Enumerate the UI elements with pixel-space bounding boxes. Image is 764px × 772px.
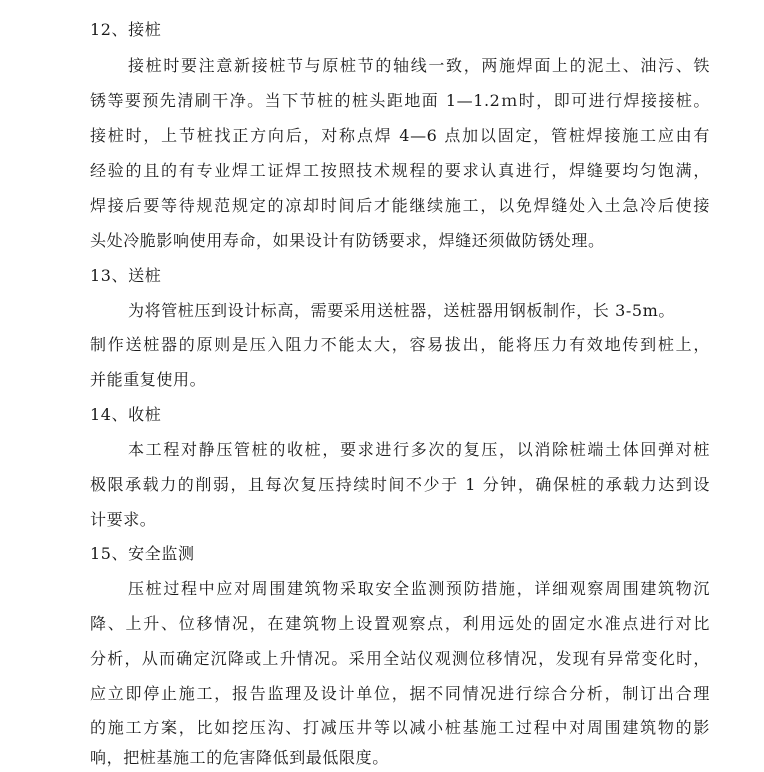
section-13-line-2: 制作送桩器的原则是压入阻力不能太大，容易拔出，能将压力有效地传到桩上， [90,335,710,354]
section-13-line-3: 并能重复使用。 [90,370,207,389]
section-12-line-6: 头处冷脆影响使用寿命，如果设计有防锈要求，焊缝还须做防锈处理。 [90,231,605,250]
section-12-line-3: 接桩时，上节桩找正方向后，对称点焊 4—6 点加以固定，管桩焊接施工应由有 [90,126,710,145]
section-15-heading: 15、安全监测 [90,544,195,563]
section-15-line-3: 分析，从而确定沉降或上升情况。采用全站仪观测位移情况，发现有异常变化时， [90,649,710,668]
section-14-line-1: 本工程对静压管桩的收桩，要求进行多次的复压，以消除桩端土体回弹对桩 [128,440,710,459]
section-15-line-5: 的施工方案，比如挖压沟、打减压井等以减小桩基施工过程中对周围建筑物的影 [90,718,710,737]
section-15-line-6: 响，把桩基施工的危害降低到最低限度。 [90,748,389,767]
section-13-heading: 13、送桩 [90,266,162,285]
section-12-line-5: 焊接后要等待规范规定的凉却时间后才能继续施工，以免焊缝处入土急冷后使接 [90,196,710,215]
section-15-line-1: 压桩过程中应对周围建筑物采取安全监测预防措施，详细观察周围建筑物沉 [128,579,710,598]
section-15-line-4: 应立即停止施工，报告监理及设计单位，据不同情况进行综合分析，制订出合理 [90,684,710,703]
section-12-line-2: 锈等要预先清刷干净。当下节桩的桩头距地面 1—1.2ｍ时，即可进行焊接接桩。 [90,91,710,110]
section-14-line-2: 极限承载力的削弱，且每次复压持续时间不少于 1 分钟，确保桩的承载力达到设 [90,475,710,494]
section-14-heading: 14、收桩 [90,405,162,424]
section-12-heading: 12、接桩 [90,20,162,39]
section-15-line-2: 降、上升、位移情况，在建筑物上设置观察点，利用远处的固定水准点进行对比 [90,614,710,633]
section-12-line-1: 接桩时要注意新接桩节与原桩节的轴线一致，两施焊面上的泥土、油污、铁 [128,56,710,75]
section-14-line-3: 计要求。 [90,510,157,529]
section-13-line-1: 为将管桩压到设计标高，需要采用送桩器，送桩器用钢板制作，长 3-5m。 [128,301,676,320]
section-12-line-4: 经验的且的有专业焊工证焊工按照技术规程的要求认真进行，焊缝要均匀饱满， [90,161,710,180]
